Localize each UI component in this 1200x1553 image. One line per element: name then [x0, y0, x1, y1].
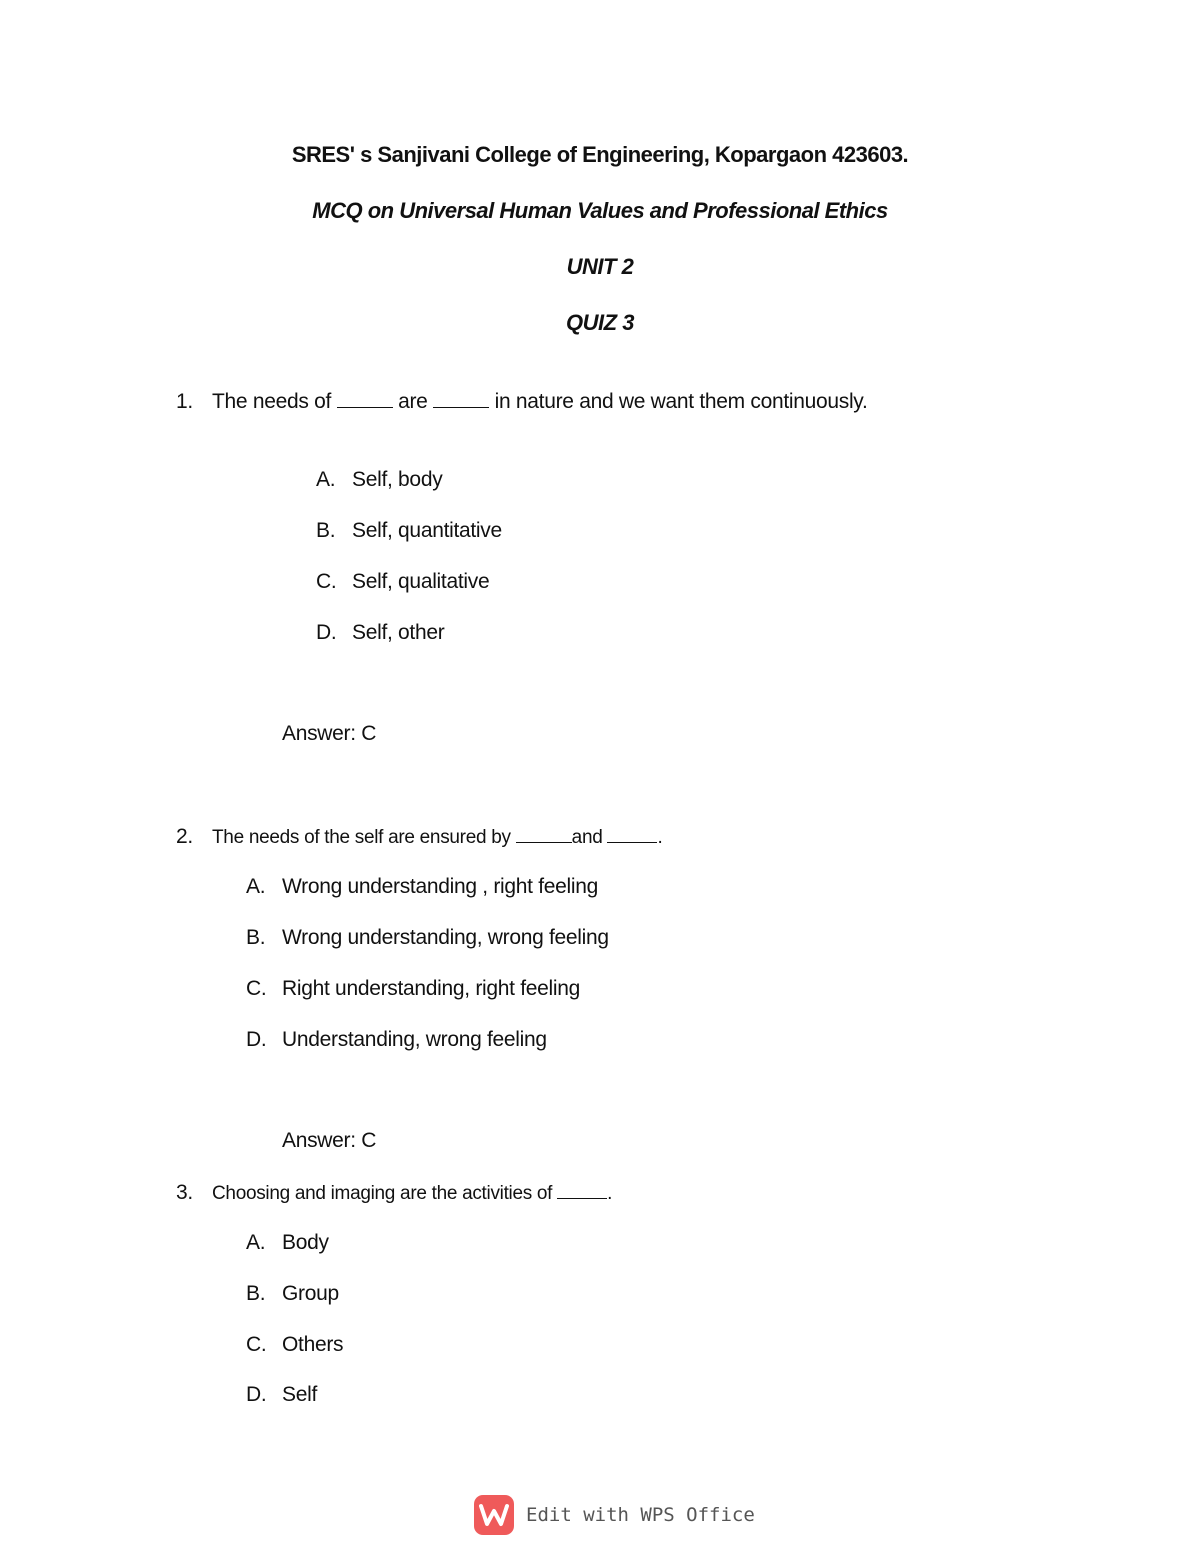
question-text: The needs of the self are ensured by — [212, 827, 511, 848]
option-c — [246, 977, 580, 1001]
option-letter: C. — [246, 1333, 267, 1356]
option-letter: B. — [316, 519, 336, 542]
option-letter: A. — [246, 875, 266, 898]
answer-blank — [516, 828, 572, 843]
option-letter: D. — [316, 621, 337, 644]
question-text: Choosing and imaging are the activities of — [212, 1183, 553, 1204]
question-number: 2. — [176, 825, 193, 848]
option-text: Wrong understanding , right feeling — [282, 875, 598, 898]
question-number: 1. — [176, 390, 193, 413]
option-letter: D. — [246, 1028, 267, 1051]
college-title: SRES' s Sanjivani College of Engineering, Kopargaon 423603. — [291, 142, 909, 167]
question-text: . — [657, 827, 663, 848]
edit-with-wps-button[interactable] — [474, 1493, 755, 1537]
wps-office-logo-icon — [474, 1495, 514, 1535]
wps-label: Edit with WPS Office — [526, 1504, 755, 1526]
answer-blank — [433, 393, 489, 408]
option-letter: C. — [246, 977, 267, 1000]
answer-1: Answer: C — [282, 722, 377, 745]
option-a — [246, 1231, 329, 1255]
unit-title: UNIT 2 — [566, 254, 634, 279]
option-d — [246, 1383, 317, 1407]
option-text: Self, qualitative — [352, 570, 490, 593]
option-a — [316, 468, 442, 492]
option-text: Self — [282, 1383, 317, 1406]
option-text: Wrong understanding, wrong feeling — [282, 926, 609, 949]
option-b — [246, 926, 609, 950]
question-3 — [176, 1181, 612, 1205]
option-letter: C. — [316, 570, 337, 593]
question-1 — [176, 390, 867, 414]
question-text: . — [607, 1183, 613, 1204]
option-text: Group — [282, 1282, 339, 1305]
option-d — [316, 621, 444, 645]
option-letter: A. — [246, 1231, 266, 1254]
option-letter: B. — [246, 926, 266, 949]
option-letter: D. — [246, 1383, 267, 1406]
course-title: MCQ on Universal Human Values and Professional Ethics — [312, 198, 888, 223]
option-text: Right understanding, right feeling — [282, 977, 581, 1000]
answer-blank — [337, 393, 393, 408]
option-c — [316, 570, 489, 594]
option-b — [316, 519, 502, 543]
option-text: Self, quantitative — [352, 519, 502, 542]
question-text: in nature and we want them continuously. — [494, 390, 868, 413]
question-text: are — [398, 390, 428, 413]
option-text: Body — [282, 1231, 329, 1254]
option-text: Self, body — [352, 468, 443, 491]
option-c — [246, 1333, 343, 1357]
question-text: and — [571, 827, 603, 848]
question-2 — [176, 825, 662, 849]
option-text: Others — [282, 1333, 344, 1356]
option-letter: B. — [246, 1282, 266, 1305]
option-text: Self, other — [352, 621, 445, 644]
option-b — [246, 1282, 339, 1306]
option-text: Understanding, wrong feeling — [282, 1028, 547, 1051]
option-a — [246, 875, 598, 899]
answer-blank — [607, 828, 657, 843]
option-d — [246, 1028, 547, 1052]
question-number: 3. — [176, 1181, 193, 1204]
answer-blank — [557, 1184, 607, 1199]
option-letter: A. — [316, 468, 336, 491]
question-text: The needs of — [212, 390, 331, 413]
answer-2: Answer: C — [282, 1129, 377, 1152]
quiz-title: QUIZ 3 — [566, 310, 634, 335]
